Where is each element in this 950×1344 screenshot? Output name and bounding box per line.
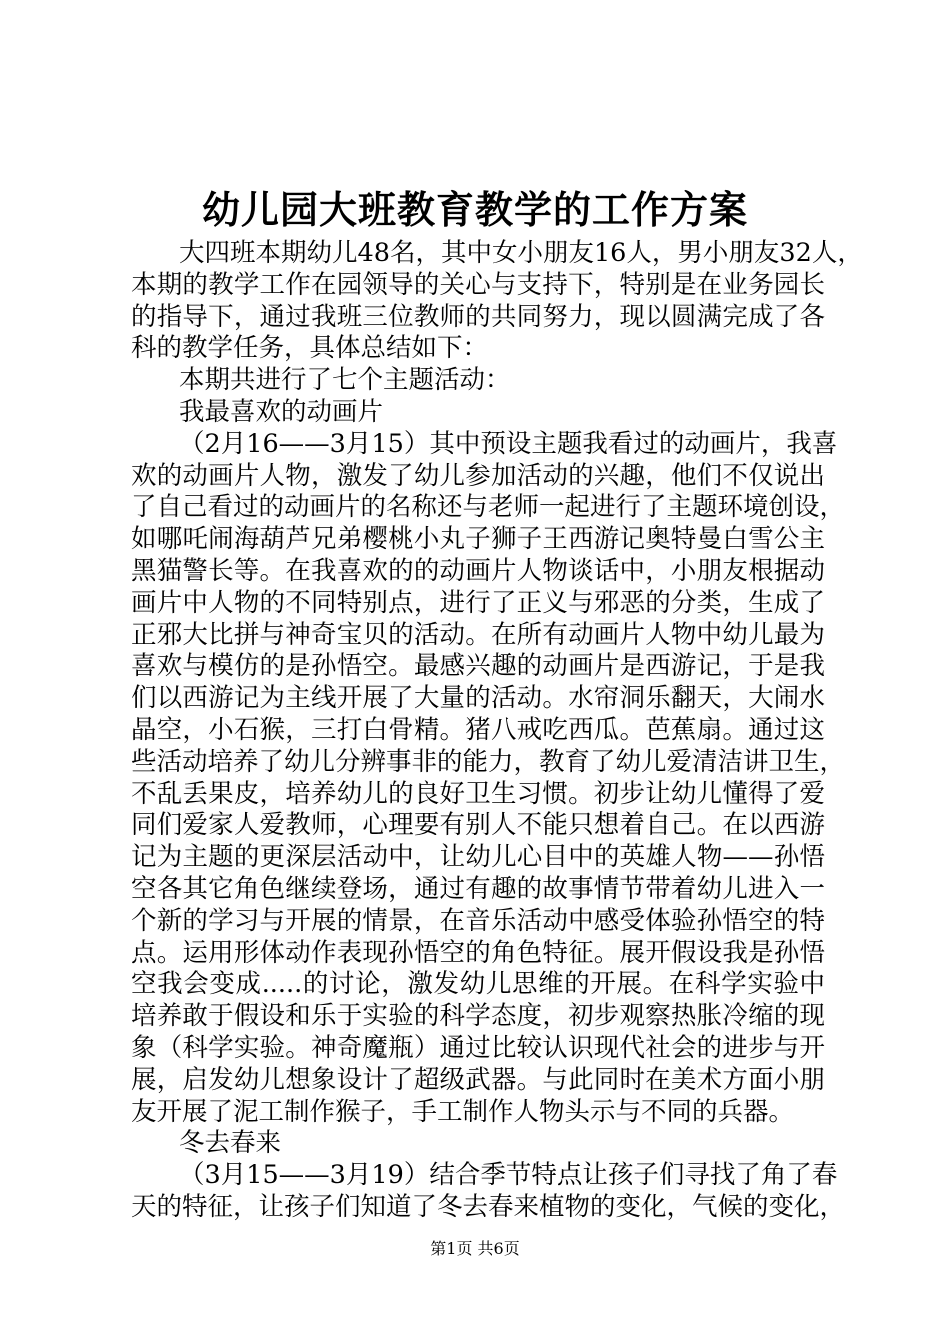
text-line: 正邪大比拼与神奇宝贝的活动。在所有动画片人物中幼儿最为: [131, 619, 825, 650]
document-body: [131, 238, 863, 1224]
text-line: 不乱丢果皮，培养幼儿的良好卫生习惯。初步让幼儿懂得了爱: [131, 778, 825, 809]
text-line: 了自己看过的动画片的名称还与老师一起进行了主题环境创设，: [131, 492, 846, 523]
text-line: 大四班本期幼儿48名，其中女小朋友16人，男小朋友32人，: [179, 238, 863, 268]
page-footer: 第1页 共6页: [430, 1239, 520, 1258]
text-line: 个新的学习与开展的情景，在音乐活动中感受体验孙悟空的特: [131, 905, 825, 936]
text-line: 本期共进行了七个主题活动：: [179, 365, 511, 396]
text-line: 我最喜欢的动画片: [179, 396, 384, 427]
text-line: 天的特征，让孩子们知道了冬去春来植物的变化，气候的变化，: [131, 1191, 846, 1222]
text-line: （3月15——3月19）结合季节特点让孩子们寻找了角了春: [179, 1160, 838, 1191]
text-line: 点。运用形体动作表现孙悟空的角色特征。展开假设我是孙悟: [131, 937, 825, 968]
text-line: 友开展了泥工制作猴子，手工制作人物头示与不同的兵器。: [131, 1096, 795, 1127]
text-line: 本期的教学工作在园领导的关心与支持下，特别是在业务园长: [131, 269, 825, 300]
text-line: 们以西游记为主线开展了大量的活动。水帘洞乐翻天，大闹水: [131, 683, 825, 714]
text-line: 冬去春来: [179, 1128, 282, 1159]
text-line: 如哪吒闹海葫芦兄弟樱桃小丸子狮子王西游记奥特曼白雪公主: [131, 524, 825, 555]
text-line: 画片中人物的不同特别点，进行了正义与邪恶的分类，生成了: [131, 587, 825, 618]
text-line: 欢的动画片人物，激发了幼儿参加活动的兴趣，他们不仅说出: [131, 460, 825, 491]
text-line: （2月16——3月15）其中预设主题我看过的动画片，我喜: [179, 428, 838, 459]
text-line: 的指导下，通过我班三位教师的共同努力，现以圆满完成了各: [131, 301, 825, 332]
text-line: 些活动培养了幼儿分辨事非的能力，教育了幼儿爱清洁讲卫生，: [131, 746, 846, 777]
text-line: 晶空，小石猴，三打白骨精。猪八戒吃西瓜。芭蕉扇。通过这: [131, 714, 825, 745]
text-line: 黑猫警长等。在我喜欢的的动画片人物谈话中，小朋友根据动: [131, 555, 825, 586]
text-line: 科的教学任务，具体总结如下：: [131, 333, 489, 364]
text-line: 展，启发幼儿想象设计了超级武器。与此同时在美术方面小朋: [131, 1064, 825, 1095]
document-title: 幼儿园大班教育教学的工作方案: [201, 187, 748, 232]
text-line: 空我会变成.....的讨论，激发幼儿思维的开展。在科学实验中: [131, 969, 825, 1000]
text-line: 培养敢于假设和乐于实验的科学态度，初步观察热胀冷缩的现: [131, 1001, 825, 1032]
text-line: 喜欢与模仿的是孙悟空。最感兴趣的动画片是西游记，于是我: [131, 651, 825, 682]
text-line: 象（科学实验。神奇魔瓶）通过比较认识现代社会的进步与开: [131, 1032, 825, 1063]
text-line: 空各其它角色继续登场，通过有趣的故事情节带着幼儿进入一: [131, 873, 825, 904]
text-line: 记为主题的更深层活动中，让幼儿心目中的英雄人物——孙悟: [131, 842, 825, 873]
text-line: 同们爱家人爱教师，心理要有别人不能只想着自己。在以西游: [131, 810, 825, 841]
